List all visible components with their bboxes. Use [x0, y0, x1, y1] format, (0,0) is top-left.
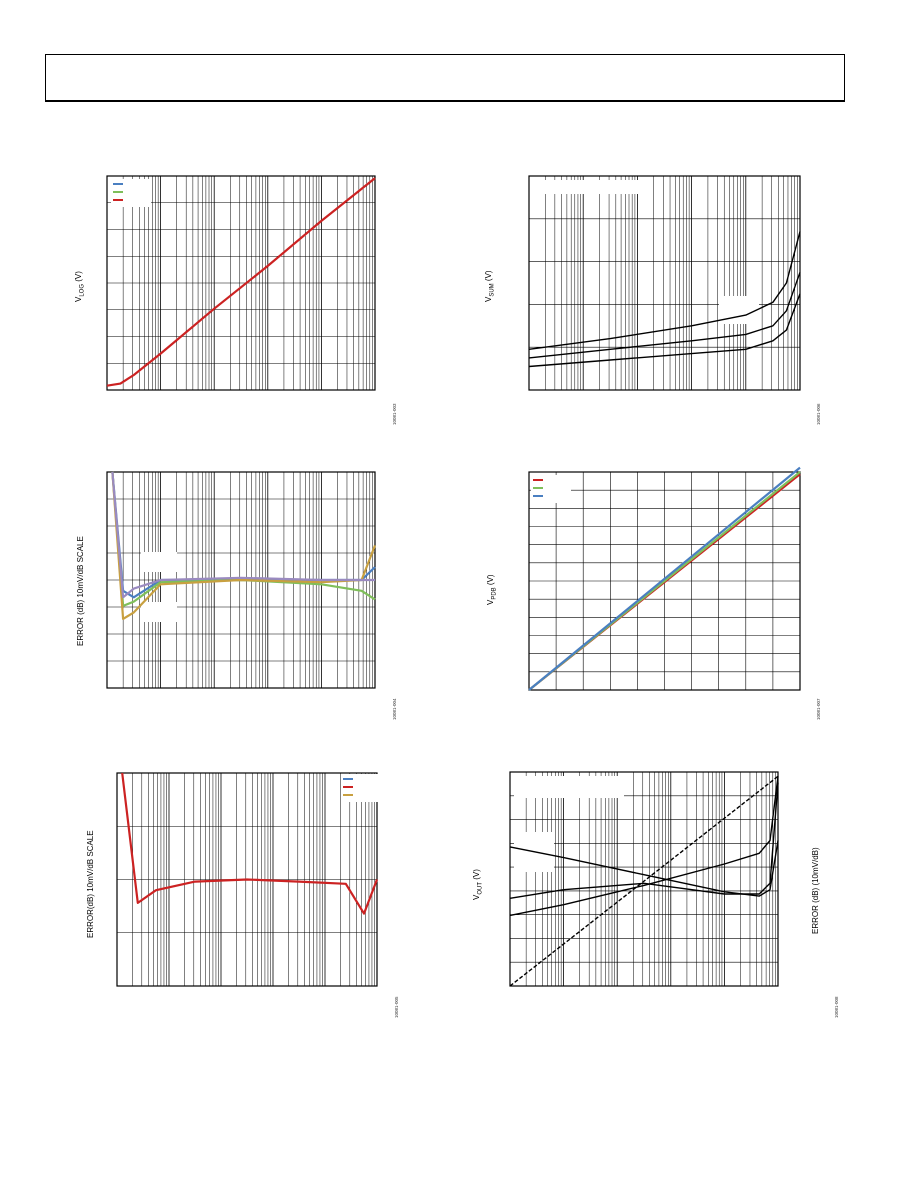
chart-error-1: [107, 472, 375, 688]
c3-ylabel: ERROR (dB) 10mV/dB SCALE: [76, 536, 85, 646]
header-box: [45, 54, 845, 102]
c2-fig-id: 10081-006: [816, 403, 821, 425]
c6-fig-id: 10081-008: [834, 996, 839, 1018]
c2-ylabel: $V_{SUM}$ (V): [484, 270, 496, 302]
annotation-box: [141, 552, 177, 572]
series-line-1: [510, 776, 778, 986]
c1-ylabel: $V_{LOG}$ (V): [74, 271, 86, 302]
annotation-box: [141, 602, 177, 622]
series-line-1: [122, 773, 377, 914]
chart-vout: [510, 772, 778, 986]
c3-fig-id: 10081-004: [392, 698, 397, 720]
series-line-1: [107, 178, 375, 386]
chart-vsum: [529, 176, 800, 390]
chart-vpdb: [529, 472, 800, 690]
c6-ylabel-right: ERROR (dB) (10mV/dB): [811, 847, 820, 934]
c4-ylabel: $V_{PDB}$ (V): [486, 574, 498, 605]
plot-frame: [529, 176, 800, 390]
chart-vlog: [107, 176, 375, 390]
c4-fig-id: 10081-007: [816, 698, 821, 720]
series-line-3: [112, 472, 375, 619]
c5-fig-id: 10081-005: [394, 996, 399, 1018]
chart-error-2: [117, 773, 377, 986]
annotation-box: [533, 180, 648, 194]
c5-ylabel: ERROR(dB) 10mV/dB SCALE: [86, 830, 95, 938]
series-line-4: [112, 472, 375, 597]
annotation-box: [514, 776, 624, 798]
c6-ylabel: $V_{OUT}$ (V): [472, 869, 484, 900]
series-line-1: [529, 232, 800, 350]
c1-fig-id: 10081-003: [392, 403, 397, 425]
